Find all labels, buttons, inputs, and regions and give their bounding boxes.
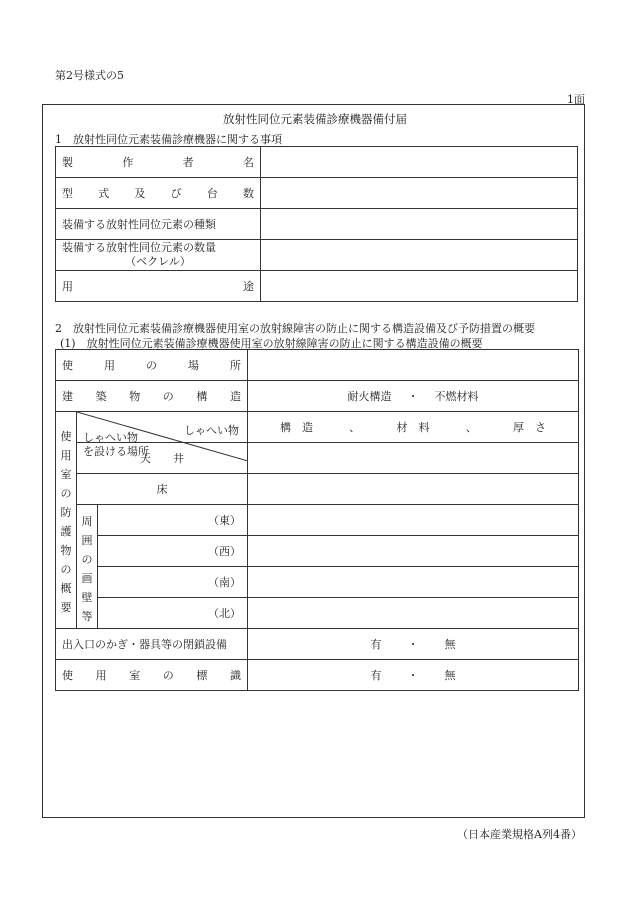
room-structure-table — [55, 349, 579, 691]
no-option[interactable]: 無 — [444, 669, 456, 682]
south-label: （南） — [98, 567, 248, 598]
isotope-type-label: 装備する放射性同位元素の種類 — [56, 209, 261, 240]
table-row — [56, 178, 578, 209]
walls-group-label: 周 囲 の 画 壁 等 — [77, 505, 98, 629]
west-field[interactable] — [248, 536, 579, 567]
building-structure-label: 建 築 物 の 構 造 — [56, 381, 248, 412]
isotope-quantity-text: 装備する放射性同位元素の数量 — [62, 241, 216, 254]
isotope-quantity-field[interactable] — [261, 240, 578, 271]
section2-subheading: (1) 放射性同位元素装備診療機器使用室の放射線障害の防止に関する構造設備の概要 — [60, 337, 483, 350]
col-sep: 、 — [349, 421, 361, 434]
isotope-type-field[interactable] — [261, 209, 578, 240]
table-row — [56, 350, 579, 381]
maker-field[interactable] — [261, 147, 578, 178]
model-count-field[interactable] — [261, 178, 578, 209]
sign-label: 使 用 室 の 標 識 — [56, 660, 248, 691]
shield-header-bottom-2: を設ける場所 — [83, 445, 149, 458]
ceiling-field[interactable] — [248, 443, 579, 474]
shield-header-bottom-1: しゃへい物 — [83, 431, 138, 444]
dot-sep: ・ — [407, 669, 419, 682]
maker-label: 製 作 者 名 — [56, 147, 261, 178]
protection-group-label: 使 用 室 の 防 護 物 の 概 要 — [56, 412, 77, 629]
col-structure: 構 造 — [280, 421, 314, 434]
no-option[interactable]: 無 — [444, 638, 456, 651]
isotope-quantity-label — [56, 240, 261, 271]
location-field[interactable] — [248, 350, 579, 381]
becquerel-unit: （ベクレル） — [125, 255, 191, 268]
document-title: 放射性同位元素装備診療機器備付届 — [223, 112, 407, 126]
location-label: 使 用 の 場 所 — [56, 350, 248, 381]
option-separator: ・ — [407, 390, 419, 403]
shield-header-bottom — [83, 431, 149, 459]
model-count-label: 型 式 及 び 台 数 — [56, 178, 261, 209]
usage-label: 用 途 — [56, 271, 261, 302]
yes-option[interactable]: 有 — [370, 638, 382, 651]
section1-heading: 1 放射性同位元素装備診療機器に関する事項 — [55, 133, 282, 146]
columns-header — [248, 412, 579, 443]
table-row — [56, 381, 579, 412]
ceiling-label: 天 井 — [77, 443, 248, 474]
table-row — [56, 598, 579, 629]
table-row — [56, 536, 579, 567]
north-label: （北） — [98, 598, 248, 629]
south-field[interactable] — [248, 567, 579, 598]
yes-option[interactable]: 有 — [370, 669, 382, 682]
west-label: （西） — [98, 536, 248, 567]
col-sep: 、 — [465, 421, 477, 434]
table-row — [56, 474, 579, 505]
east-field[interactable] — [248, 505, 579, 536]
floor-label: 床 — [77, 474, 248, 505]
lock-options[interactable] — [248, 629, 579, 660]
table-row — [56, 412, 579, 443]
lock-label: 出入口のかぎ・器具等の閉鎖設備 — [56, 629, 248, 660]
table-row — [56, 240, 578, 271]
col-thickness: 厚 さ — [513, 421, 547, 434]
noncombustible-option[interactable]: 不燃材料 — [434, 390, 479, 403]
sign-options[interactable] — [248, 660, 579, 691]
jis-note: （日本産業規格A列4番） — [457, 828, 582, 841]
dot-sep: ・ — [407, 638, 419, 651]
fireproof-option[interactable]: 耐火構造 — [347, 390, 392, 403]
table-row — [56, 147, 578, 178]
form-number: 第2号様式の5 — [55, 69, 124, 82]
section2-heading: 2 放射性同位元素装備診療機器使用室の放射線障害の防止に関する構造設備及び予防措置の概要 — [55, 322, 535, 335]
building-structure-options[interactable] — [248, 381, 579, 412]
shield-header-top: しゃへい物 — [184, 424, 240, 437]
east-label: （東） — [98, 505, 248, 536]
device-info-table — [55, 146, 578, 302]
floor-field[interactable] — [248, 474, 579, 505]
table-row — [56, 271, 578, 302]
table-row — [56, 567, 579, 598]
table-row — [56, 629, 579, 660]
usage-field[interactable] — [261, 271, 578, 302]
shield-header-cell — [77, 412, 248, 458]
table-row — [56, 209, 578, 240]
north-field[interactable] — [248, 598, 579, 629]
table-row — [56, 660, 579, 691]
col-material: 材 料 — [396, 421, 430, 434]
page-label: 1面 — [567, 93, 585, 106]
table-row — [56, 505, 579, 536]
